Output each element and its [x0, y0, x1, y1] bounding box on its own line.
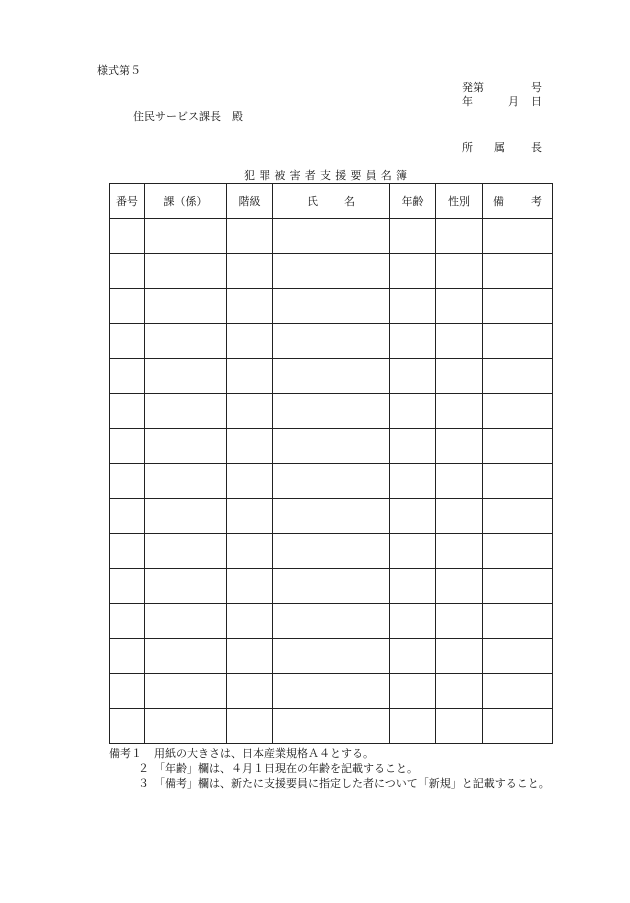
- issue-number-label: 発第: [462, 81, 484, 94]
- note-lead: 備考１: [109, 747, 142, 760]
- table-row: [110, 359, 553, 394]
- table-row: [110, 324, 553, 359]
- addressee: 住民サービス課長 殿: [133, 110, 243, 123]
- table-cell[interactable]: [390, 394, 436, 429]
- table-cell[interactable]: [436, 604, 483, 639]
- table-cell[interactable]: [483, 464, 553, 499]
- header-name-char-2: 名: [344, 195, 355, 208]
- document-title: 犯罪被害者支援要員名簿: [244, 169, 412, 182]
- affiliation-char-2: 属: [494, 141, 505, 154]
- table-cell[interactable]: [273, 219, 390, 254]
- table-cell[interactable]: [110, 499, 145, 534]
- affiliation-char-1: 所: [462, 141, 473, 154]
- table-cell[interactable]: [390, 359, 436, 394]
- table-cell[interactable]: [436, 394, 483, 429]
- table-row: [110, 604, 553, 639]
- table-cell[interactable]: [483, 499, 553, 534]
- table-cell[interactable]: [273, 289, 390, 324]
- table-cell[interactable]: [110, 429, 145, 464]
- table-row: [110, 709, 553, 744]
- table-cell[interactable]: [273, 709, 390, 744]
- table-cell[interactable]: [483, 324, 553, 359]
- table-cell[interactable]: [390, 324, 436, 359]
- table-cell[interactable]: [273, 254, 390, 289]
- table-cell[interactable]: [110, 534, 145, 569]
- table-cell[interactable]: [390, 219, 436, 254]
- table-row: [110, 639, 553, 674]
- table-cell[interactable]: [145, 289, 227, 324]
- header-name: [273, 184, 390, 219]
- table-header-row: [110, 184, 553, 219]
- table-cell[interactable]: [390, 254, 436, 289]
- table-cell[interactable]: [227, 429, 273, 464]
- table-cell[interactable]: [145, 674, 227, 709]
- table-cell[interactable]: [110, 569, 145, 604]
- table-cell[interactable]: [390, 289, 436, 324]
- table-cell[interactable]: [390, 674, 436, 709]
- table-row: [110, 464, 553, 499]
- table-cell[interactable]: [110, 604, 145, 639]
- table-cell[interactable]: [110, 709, 145, 744]
- table-cell[interactable]: [436, 219, 483, 254]
- table-cell[interactable]: [436, 254, 483, 289]
- table-row: [110, 394, 553, 429]
- note-item-3: [109, 776, 550, 791]
- table-cell[interactable]: [390, 569, 436, 604]
- table-cell[interactable]: [390, 429, 436, 464]
- table-cell[interactable]: [145, 219, 227, 254]
- table-cell[interactable]: [273, 394, 390, 429]
- table-row: [110, 569, 553, 604]
- table-cell[interactable]: [390, 464, 436, 499]
- table-cell[interactable]: [110, 289, 145, 324]
- table-cell[interactable]: [145, 709, 227, 744]
- date-day-label: 日: [531, 95, 542, 108]
- table-cell[interactable]: [483, 534, 553, 569]
- table-cell[interactable]: [145, 464, 227, 499]
- note-item-2: [109, 761, 550, 776]
- table-cell[interactable]: [483, 639, 553, 674]
- header-remarks-char-1: 備: [493, 195, 504, 208]
- table-cell[interactable]: [273, 534, 390, 569]
- table-cell[interactable]: [390, 709, 436, 744]
- table-cell[interactable]: [227, 674, 273, 709]
- table-cell[interactable]: [145, 359, 227, 394]
- table-cell[interactable]: [483, 359, 553, 394]
- header-remarks-char-2: 考: [531, 195, 542, 208]
- table-cell[interactable]: [390, 604, 436, 639]
- table-row: [110, 674, 553, 709]
- affiliation-char-3: 長: [531, 141, 542, 154]
- table-cell[interactable]: [145, 324, 227, 359]
- table-cell[interactable]: [110, 324, 145, 359]
- table-cell[interactable]: [436, 499, 483, 534]
- table-cell[interactable]: [483, 709, 553, 744]
- table-cell[interactable]: [436, 639, 483, 674]
- header-age: 年齢: [390, 184, 436, 219]
- table-cell[interactable]: [273, 464, 390, 499]
- header-rank: 階級: [227, 184, 273, 219]
- table-cell[interactable]: [110, 464, 145, 499]
- table-cell[interactable]: [145, 499, 227, 534]
- table-cell[interactable]: [436, 429, 483, 464]
- table-cell[interactable]: [436, 289, 483, 324]
- table-cell[interactable]: [273, 324, 390, 359]
- table-cell[interactable]: [227, 324, 273, 359]
- table-cell[interactable]: [483, 289, 553, 324]
- table-cell[interactable]: [145, 534, 227, 569]
- table-cell[interactable]: [110, 639, 145, 674]
- table-cell[interactable]: [110, 219, 145, 254]
- table-cell[interactable]: [145, 429, 227, 464]
- table-cell[interactable]: [483, 604, 553, 639]
- note-number-2: ２: [138, 762, 149, 775]
- table-cell[interactable]: [273, 429, 390, 464]
- table-cell[interactable]: [436, 359, 483, 394]
- table-cell[interactable]: [436, 674, 483, 709]
- table-row: [110, 429, 553, 464]
- table-row: [110, 219, 553, 254]
- table-cell[interactable]: [227, 604, 273, 639]
- note-text-3: 「備考」欄は、新たに支援要員に指定した者について「新規」と記載すること。: [154, 777, 550, 790]
- issue-go-label: 号: [531, 81, 542, 94]
- date-month-label: 月: [508, 95, 519, 108]
- header-number: 番号: [110, 184, 145, 219]
- table-row: [110, 534, 553, 569]
- table-cell[interactable]: [273, 604, 390, 639]
- table-cell[interactable]: [436, 464, 483, 499]
- table-cell[interactable]: [227, 534, 273, 569]
- table-cell[interactable]: [390, 499, 436, 534]
- date-year-label: 年: [462, 95, 473, 108]
- table-cell[interactable]: [227, 639, 273, 674]
- table-cell[interactable]: [273, 639, 390, 674]
- table-cell[interactable]: [390, 534, 436, 569]
- table-cell[interactable]: [227, 359, 273, 394]
- table-cell[interactable]: [145, 604, 227, 639]
- table-cell[interactable]: [145, 639, 227, 674]
- table-row: [110, 499, 553, 534]
- table-cell[interactable]: [110, 254, 145, 289]
- table-row: [110, 289, 553, 324]
- table-cell[interactable]: [110, 674, 145, 709]
- note-text-2: 「年齢」欄は、４月１日現在の年齢を記載すること。: [154, 762, 418, 775]
- table-cell[interactable]: [483, 429, 553, 464]
- table-cell[interactable]: [436, 709, 483, 744]
- table-cell[interactable]: [273, 499, 390, 534]
- table-cell[interactable]: [227, 289, 273, 324]
- table-cell[interactable]: [483, 674, 553, 709]
- header-gender: 性別: [436, 184, 483, 219]
- header-section: 課（係）: [145, 184, 227, 219]
- table-cell[interactable]: [227, 254, 273, 289]
- table-cell[interactable]: [227, 569, 273, 604]
- table-cell[interactable]: [273, 569, 390, 604]
- header-remarks: [483, 184, 553, 219]
- note-number-3: ３: [138, 777, 149, 790]
- table-cell[interactable]: [483, 254, 553, 289]
- table-cell[interactable]: [145, 394, 227, 429]
- table-cell[interactable]: [436, 534, 483, 569]
- table-cell[interactable]: [483, 569, 553, 604]
- table-row: [110, 254, 553, 289]
- note-item-1: [109, 746, 550, 761]
- table-cell[interactable]: [227, 219, 273, 254]
- table-cell[interactable]: [227, 709, 273, 744]
- table-cell[interactable]: [436, 324, 483, 359]
- notes-section: [109, 746, 550, 791]
- table-cell[interactable]: [273, 359, 390, 394]
- table-cell[interactable]: [110, 394, 145, 429]
- table-cell[interactable]: [483, 394, 553, 429]
- table-cell[interactable]: [273, 674, 390, 709]
- table-cell[interactable]: [145, 569, 227, 604]
- form-number: 様式第５: [97, 64, 141, 77]
- table-cell[interactable]: [227, 464, 273, 499]
- table-cell[interactable]: [436, 569, 483, 604]
- table-cell[interactable]: [390, 639, 436, 674]
- table-cell[interactable]: [483, 219, 553, 254]
- table-cell[interactable]: [145, 254, 227, 289]
- table-cell[interactable]: [227, 499, 273, 534]
- table-cell[interactable]: [110, 359, 145, 394]
- table-cell[interactable]: [227, 394, 273, 429]
- header-name-char-1: 氏: [307, 195, 318, 208]
- note-text-1: 用紙の大きさは、日本産業規格Ａ４とする。: [154, 747, 374, 760]
- roster-table: [109, 183, 553, 744]
